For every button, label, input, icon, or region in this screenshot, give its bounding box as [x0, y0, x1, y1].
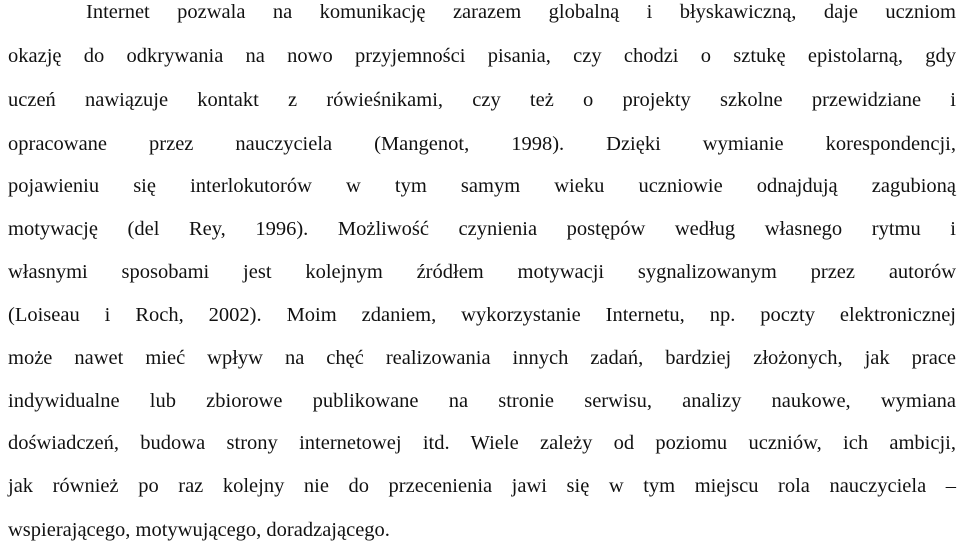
text-line-5: pojawieniu się interlokutorów w tym samym wieku uczniowie odnajdują zagubioną: [8, 175, 956, 197]
text-line-13: wspierającego, motywującego, doradzającego.: [8, 519, 390, 541]
text-line-12: jak również po raz kolejny nie do przecenienia jawi się w tym miejscu rola nauczyciela –: [8, 475, 956, 497]
text-line-9: może nawet mieć wpływ na chęć realizowania innych zadań, bardziej złożonych, jak prace: [8, 347, 956, 369]
text-line-6: motywację (del Rey, 1996). Możliwość czynienia postępów według własnego rytmu i: [8, 218, 956, 240]
text-line-7: własnymi sposobami jest kolejnym źródłem motywacji sygnalizowanym przez autorów: [8, 261, 956, 283]
text-line-10: indywidualne lub zbiorowe publikowane na stronie serwisu, analizy naukowe, wymiana: [8, 390, 956, 412]
text-line-1: Internet pozwala na komunikację zarazem globalną i błyskawiczną, daje uczniom: [86, 1, 956, 23]
text-line-4: opracowane przez nauczyciela (Mangenot, 1998). Dzięki wymianie korespondencji,: [8, 133, 956, 155]
text-line-8: (Loiseau i Roch, 2002). Moim zdaniem, wykorzystanie Internetu, np. poczty elektronicznej: [8, 304, 956, 326]
text-line-2: okazję do odkrywania na nowo przyjemności pisania, czy chodzi o sztukę epistolarną, gdy: [8, 45, 956, 67]
text-line-11: doświadczeń, budowa strony internetowej itd. Wiele zależy od poziomu uczniów, ich ambicji,: [8, 432, 956, 454]
text-line-3: uczeń nawiązuje kontakt z rówieśnikami, czy też o projekty szkolne przewidziane i: [8, 89, 956, 111]
